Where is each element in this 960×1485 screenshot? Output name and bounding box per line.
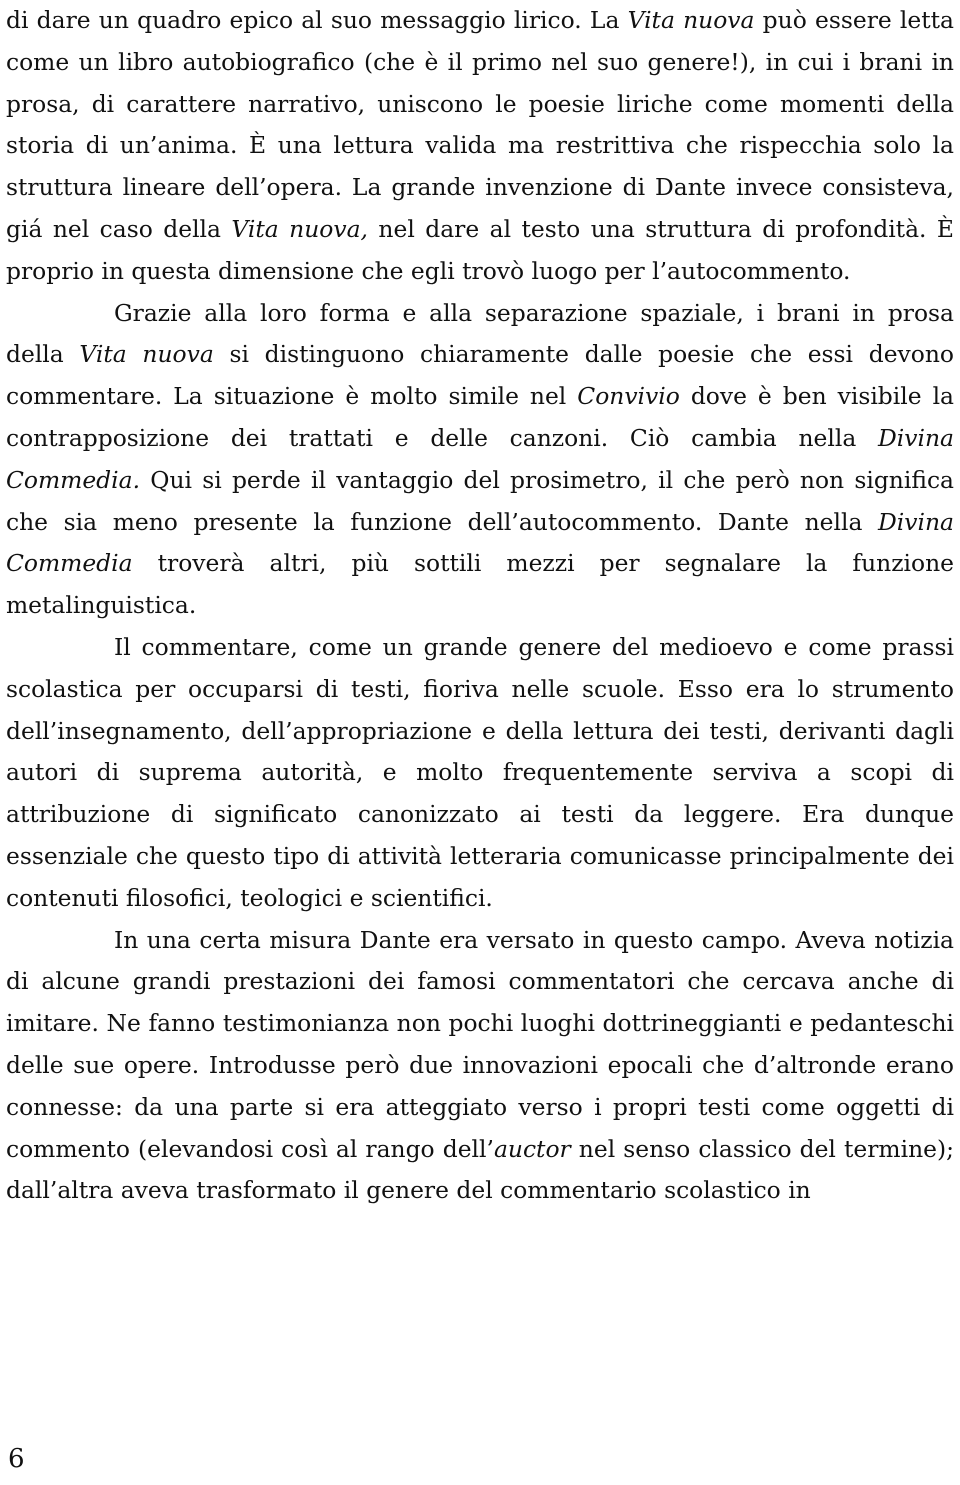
paragraph	[6, 920, 954, 1213]
italic-title: Divina Commedia	[6, 507, 954, 578]
paragraph	[6, 0, 954, 293]
text-run: Il commentare, come un grande genere del medioevo e come prassi scolastica per occuparsi di testi, fioriva nelle scuole. Esso era lo strumento dell’insegnamento, dell’appropriazione e della lettura dei testi, derivanti dagli autori di suprema autorità, e molto frequentemente serviva a scopi di attribuzione di significato canonizzato ai testi da leggere. Era dunque essenziale che questo tipo di attività letteraria comunicasse principalmente dei contenuti filosofici, teologici e scientifici.	[6, 632, 954, 912]
document-page	[6, 0, 954, 1212]
italic-title: Vita nuova	[627, 6, 755, 34]
italic-title: Vita nuova	[79, 340, 214, 369]
text-run: di dare un quadro epico al suo messaggio lirico. La	[6, 6, 628, 34]
text-run: può essere letta come un libro autobiografico (che è il primo nel suo genere!), in cui i brani in prosa, di carattere narrativo, uniscono le poesie liriche come momenti della storia di un’anima. È una lettura valida ma restrittiva che rispecchia solo la struttura lineare dell’opera. La grande invenzione di Dante invece consisteva, giá nel caso della	[6, 6, 954, 243]
body-text	[6, 0, 954, 1212]
text-run: troverà altri, più sottili mezzi per segnalare la funzione metalinguistica.	[6, 549, 954, 620]
text-run: Grazie alla loro forma e alla separazione spaziale, i brani in prosa della	[6, 298, 954, 369]
paragraph	[6, 293, 954, 627]
page-number: 6	[8, 1444, 25, 1474]
italic-title: Convivio	[577, 382, 680, 411]
text-run: Qui si perde il vantaggio del prosimetro, il che però non significa che sia meno presente la funzione dell’autocommento. Dante nella	[6, 465, 954, 536]
text-run: si distinguono chiaramente dalle poesie che essi devono commentare. La situazione è molto simile nel	[6, 340, 954, 411]
italic-title: Vita nuova,	[231, 214, 368, 243]
text-run: nel dare al testo una struttura di profondità. È proprio in questa dimensione che egli trovò luogo per l’autocommento.	[6, 214, 954, 285]
paragraph	[6, 627, 954, 920]
text-run: In una certa misura Dante era versato in questo campo. Aveva notizia di alcune grandi prestazioni dei famosi commentatori che cercava anche di imitare. Ne fanno testimonianza non pochi luoghi dottrineggianti e pedanteschi delle sue opere. Introdusse però due innovazioni epocali che d’altronde erano connesse: da una parte si era atteggiato verso i propri testi come oggetti di commento (elevandosi così al rango dell’	[6, 925, 954, 1163]
text-run: nel senso classico del termine); dall’altra aveva trasformato il genere del commentario scolastico in	[6, 1134, 954, 1205]
italic-title: Divina Commedia.	[6, 423, 954, 494]
text-run: dove è ben visibile la contrapposizione dei trattati e delle canzoni. Ciò cambia nella	[6, 382, 955, 452]
italic-title: auctor	[493, 1134, 571, 1163]
